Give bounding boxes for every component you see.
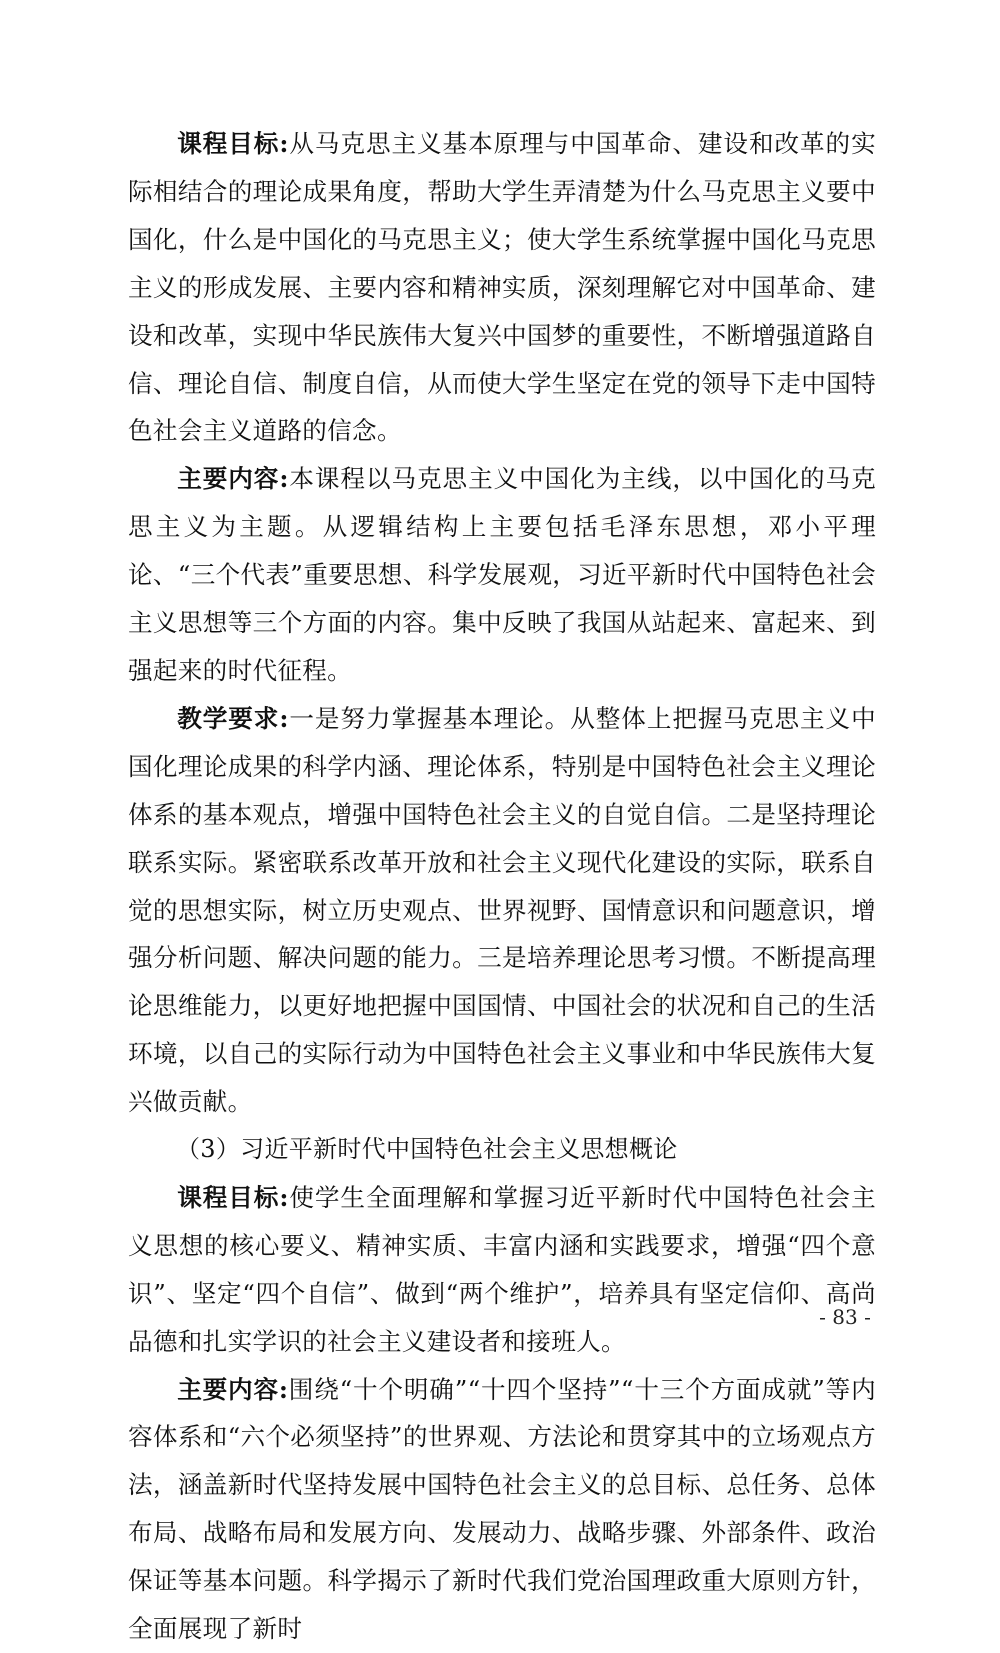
paragraph-text: 围绕“十个明确”“十四个坚持”“十三个方面成就”等内容体系和“六个必须坚持”的世界观、方法论和贯穿其中的立场观点方法，涵盖新时代坚持发展中国特色社会主义的总目标、总任务、总体布局、战略布局和发展方向、发展动力、战略步骤、外部条件、政治保证等基本问题。科学揭示了新时代我们党治国理政重大原则方针，全面展现了新时 bbox=[128, 1374, 876, 1644]
paragraph-label: 课程目标: bbox=[177, 1182, 289, 1212]
paragraph-main-content bbox=[128, 455, 876, 695]
paragraph-text: 使学生全面理解和掌握习近平新时代中国特色社会主义思想的核心要义、精神实质、丰富内涵和实践要求，增强“四个意识”、坚定“四个自信”、做到“两个维护”，培养具有坚定信仰、高尚品德和扎实学识的社会主义建设者和接班人。 bbox=[128, 1182, 876, 1356]
paragraph-label: 主要内容: bbox=[177, 464, 289, 494]
document-body bbox=[128, 120, 876, 1653]
paragraph-label: 教学要求: bbox=[177, 703, 289, 733]
paragraph-text: 从马克思主义基本原理与中国革命、建设和改革的实际相结合的理论成果角度，帮助大学生弄清楚为什么马克思主义要中国化，什么是中国化的马克思主义；使大学生系统掌握中国化马克思主义的形成发展、主要内容和精神实质，深刻理解它对中国革命、建设和改革，实现中华民族伟大复兴中国梦的重要性，不断增强道路自信、理论自信、制度自信，从而使大学生坚定在党的领导下走中国特色社会主义道路的信念。 bbox=[128, 129, 876, 446]
page-number bbox=[0, 1303, 1000, 1331]
paragraph-course-objectives bbox=[128, 120, 876, 455]
section-heading: （3）习近平新时代中国特色社会主义思想概论 bbox=[176, 1135, 678, 1164]
paragraph-course-objectives-2 bbox=[128, 1174, 876, 1366]
paragraph-text: 一是努力掌握基本理论。从整体上把握马克思主义中国化理论成果的科学内涵、理论体系，特别是中国特色社会主义理论体系的基本观点，增强中国特色社会主义的自觉自信。二是坚持理论联系实际。紧密联系改革开放和社会主义现代化建设的实际，联系自觉的思想实际，树立历史观点、世界视野、国情意识和问题意识，增强分析问题、解决问题的能力。三是培养理论思考习惯。不断提高理论思维能力，以更好地把握中国国情、中国社会的状况和自己的生活环境，以自己的实际行动为中国特色社会主义事业和中华民族伟大复兴做贡献。 bbox=[128, 703, 876, 1117]
paragraph-text: 本课程以马克思主义中国化为主线，以中国化的马克思主义为主题。从逻辑结构上主要包括毛泽东思想，邓小平理论、“三个代表”重要思想、科学发展观，习近平新时代中国特色社会主义思想等三个方面的内容。集中反映了我国从站起来、富起来、到强起来的时代征程。 bbox=[128, 464, 876, 685]
page-number-text: - 83 - bbox=[819, 1305, 871, 1329]
paragraph-label: 课程目标: bbox=[177, 129, 289, 158]
paragraph-main-content-2 bbox=[128, 1366, 876, 1653]
paragraph-teaching-requirements bbox=[128, 695, 876, 1126]
paragraph-label: 主要内容: bbox=[177, 1374, 289, 1404]
